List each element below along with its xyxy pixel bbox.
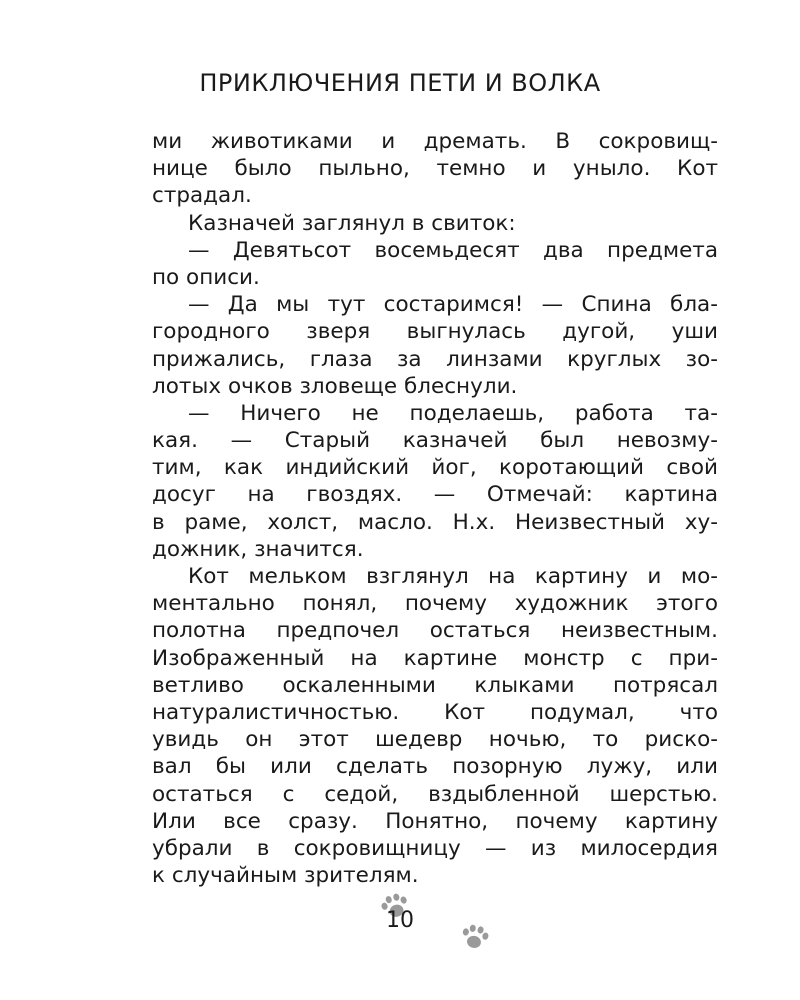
text-line: нице было пыльно, темно и уныло. Кот <box>152 156 718 182</box>
body-text <box>152 128 718 889</box>
text-line: увидь он этот шедевр ночью, то риско- <box>152 727 718 753</box>
text-line: лотых очков зловеще блеснули. <box>152 373 518 399</box>
text-line: Или все сразу. Понятно, почему картину <box>152 808 718 834</box>
text-line: Кот мельком взглянул на картину и мо- <box>188 564 718 589</box>
text-line: досуг на гвоздях. — Отмечай: картина <box>152 482 718 508</box>
running-title: ПРИКЛЮЧЕНИЯ ПЕТИ И ВОЛКА <box>199 69 601 97</box>
text-line: городного зверя выгнулась дугой, уши <box>152 319 718 345</box>
text-line: кая. — Старый казначей был невозму- <box>152 428 718 454</box>
text-line: в раме, холст, масло. Н.х. Неизвестный ху- <box>152 509 718 535</box>
text-line: натуралистичностью. Кот подумал, что <box>152 699 718 725</box>
text-line: остаться с седой, вздыбленной шерстью. <box>152 781 718 807</box>
text-line: Казначей заглянул в свиток: <box>188 210 516 236</box>
page-number: 10 <box>386 908 414 933</box>
paw-print-icon <box>458 921 493 953</box>
text-line: ветливо оскаленными клыками потрясал <box>152 672 718 698</box>
text-line: — Девятьсот восемьдесят два предмета <box>188 237 718 263</box>
text-line: тим, как индийский йог, коротающий свой <box>152 455 718 481</box>
text-line: прижались, глаза за линзами круглых зо- <box>152 346 718 372</box>
text-line: убрали в сокровищницу — из милосердия <box>152 835 718 861</box>
text-line: вал бы или сделать позорную лужу, или <box>152 754 718 780</box>
text-line: полотна предпочел остаться неизвестным. <box>152 618 718 644</box>
text-line: — Да мы тут состаримся! — Спина бла- <box>188 292 718 318</box>
text-line: ми животиками и дремать. В сокровищ- <box>152 129 718 154</box>
text-line: — Ничего не поделаешь, работа та- <box>188 400 718 426</box>
text-line: страдал. <box>152 183 252 209</box>
text-line: к случайным зрителям. <box>152 863 419 889</box>
text-line: ментально понял, почему художник этого <box>152 591 718 617</box>
text-line: Изображенный на картине монстр с при- <box>152 645 718 671</box>
text-line: дожник, значится. <box>152 536 364 562</box>
text-line: по описи. <box>152 264 260 290</box>
